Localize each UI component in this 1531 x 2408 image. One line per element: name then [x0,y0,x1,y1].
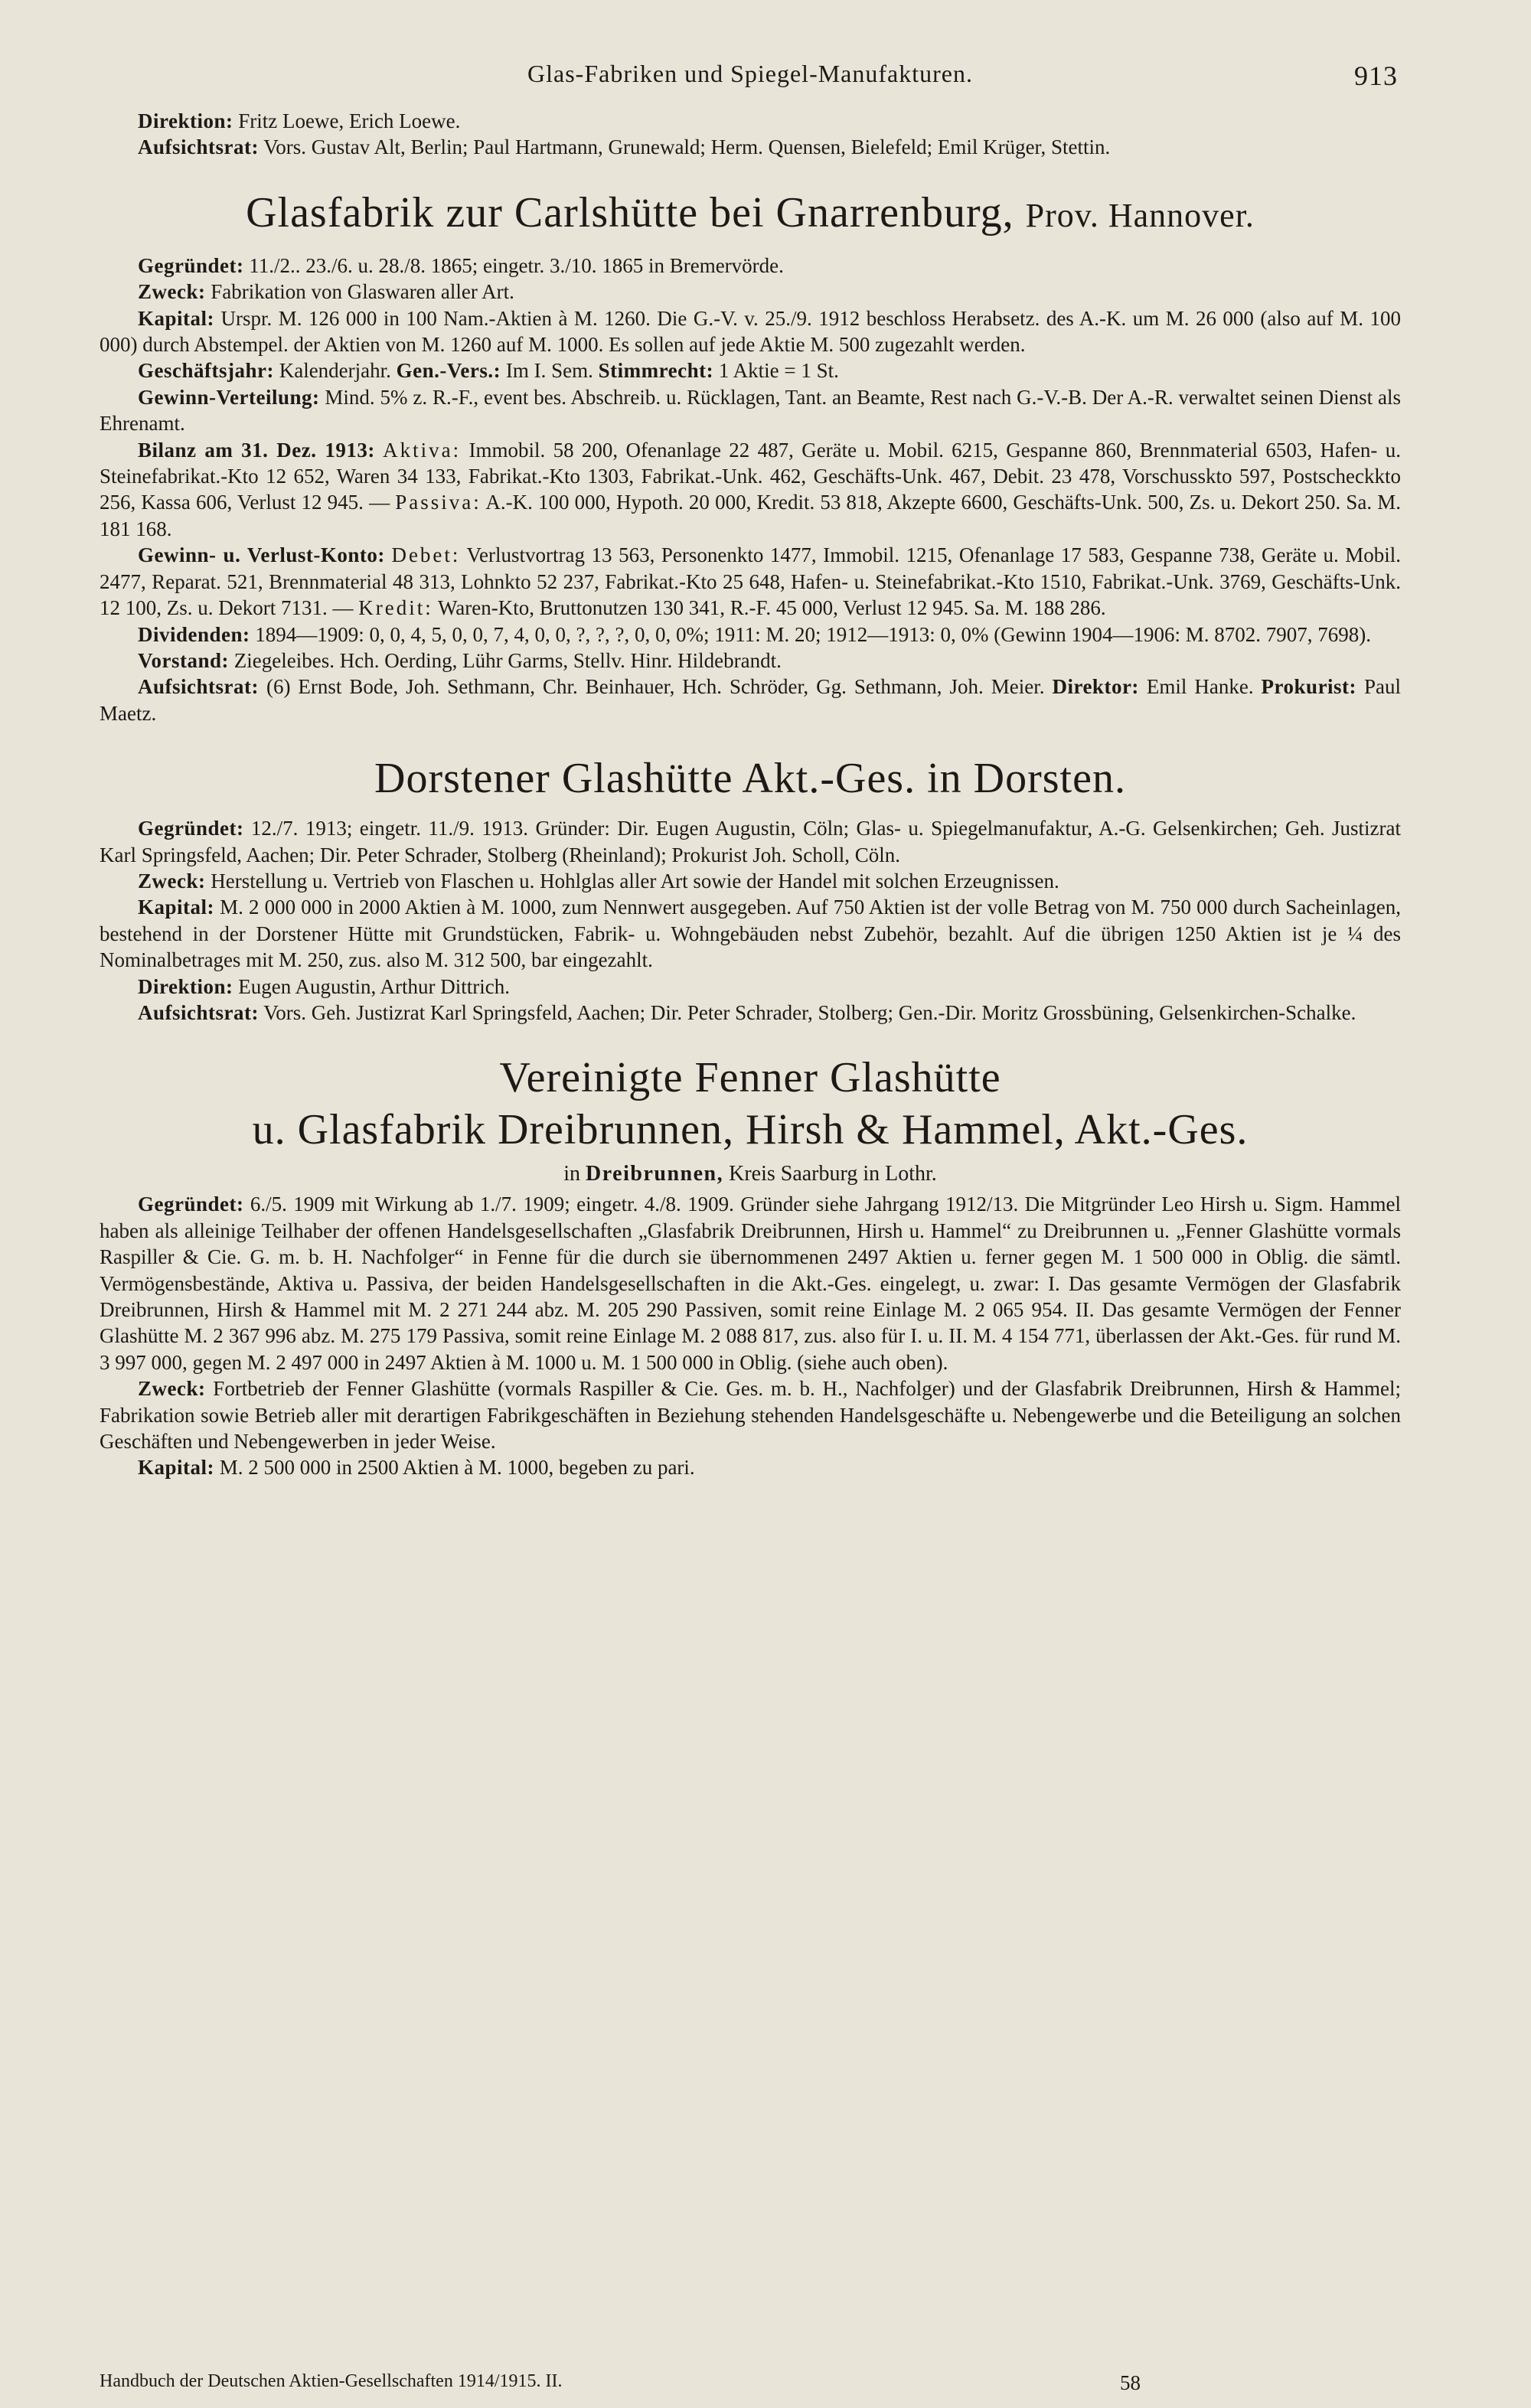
dorsten-zweck: Zweck: Herstellung u. Vertrieb von Flaschen u. Hohlglas aller Art sowie der Handel mit solchen Erzeugnissen. [138,869,1059,892]
fenner-title-line2: u. Glasfabrik Dreibrunnen, Hirsh & Hammel, Akt.-Ges. [252,1106,1249,1154]
carlshuette-bilanz: Bilanz am 31. Dez. 1913: Aktiva: Immobil. 58 200, Ofenanlage 22 487, Geräte u. Mobil. 6215, Gespanne 860, Brennmaterial 6503, Hafen- u. Steinefabrikat.-Kto 12 652, Waren 34 133, Fabrikat.-Kto 1303, Fabrikat.-Unk. 462, Geschäfts-Unk. 467, Debit. 23 478, Vorschusskto 597, Postscheckkto 256, Kassa 606, Verlust 12 945. — Passiva: A.-K. 100 000, Hypoth. 20 000, Kredit. 53 818, Akzepte 6600, Geschäfts-Unk. 500, Zs. u. Dekort 250. Sa. M. 181 168. [100,438,1402,540]
carlshuette-vorstand: Vorstand: Ziegeleibes. Hch. Oerding, Lühr Garms, Stellv. Hinr. Hildebrandt. [138,648,782,672]
page-footer [100,2371,1401,2395]
carlshuette-dividenden: Dividenden: 1894—1909: 0, 0, 4, 5, 0, 0, 7, 4, 0, 0, ?, ?, ?, 0, 0, 0%; 1911: M. 20; 1912—1913: 0, 0% (Gewinn 1904—1906: M. 8702. 7907, 7698). [138,622,1371,646]
running-head [100,60,1401,91]
carlshuette-gewinn-konto: Gewinn- u. Verlust-Konto: Debet: Verlustvortrag 13 563, Personenkto 1477, Immobil. 1215, Ofenanlage 17 583, Gespanne 738, Geräte u. Mobil. 2477, Reparat. 521, Brennmaterial 48 313, Lohnkto 52 237, Fabrikat.-Kto 25 648, Hafen- u. Steinefabrikat.-Kto 1510, Fabrikat.-Unk. 3769, Geschäfts-Unk. 12 100, Zs. u. Dekort 7131. — Kredit: Waren-Kto, Bruttonutzen 130 341, R.-F. 45 000, Verlust 12 945. Sa. M. 188 286. [100,543,1402,620]
book-title: Handbuch der Deutschen Aktien-Gesellschaften 1914/1915. II. [100,2371,563,2391]
carlshuette-aufsichtsrat: Aufsichtsrat: (6) Ernst Bode, Joh. Sethmann, Chr. Beinhauer, Hch. Schröder, Gg. Sethmann, Joh. Meier. Direktor: Emil Hanke. Prokurist: Paul Maetz. [100,675,1402,725]
top-aufsichtsrat: Aufsichtsrat: Vors. Gustav Alt, Berlin; Paul Hartmann, Grunewald; Herm. Quensen, Bielefeld; Emil Krüger, Stettin. [138,135,1111,159]
carlshuette-gegruendet: Gegründet: 11./2.. 23./6. u. 28./8. 1865; eingetr. 3./10. 1865 in Bremervörde. [138,253,784,277]
fenner-kapital: Kapital: M. 2 500 000 in 2500 Aktien à M. 1000, begeben zu pari. [138,1456,695,1480]
carlshuette-geschaeftsjahr: Geschäftsjahr: Kalenderjahr. Gen.-Vers.: Im I. Sem. Stimmrecht: 1 Aktie = 1 St. [138,359,839,383]
carlshuette-zweck: Zweck: Fabrikation von Glaswaren aller Art. [138,280,514,304]
fenner-zweck: Zweck: Fortbetrieb der Fenner Glashütte (vormals Raspiller & Cie. Ges. m. b. H., Nachfolger) und der Glasfabrik Dreibrunnen, Hirsh & Hammel; Fabrikation sowie Betrieb aller mit derartigen Fabrikgeschäften in Beziehung stehenden Handelsgeschäfte u. Nebengewerbe und die Beteiligung an solchen Geschäften und Nebengewerben in jeder Weise. [100,1377,1402,1454]
fenner-title-line1: Vereinigte Fenner Glashütte [499,1054,1001,1102]
carlshuette-title: Glasfabrik zur Carlshütte bei Gnarrenburg, Prov. Hannover. [246,188,1255,237]
dorsten-kapital: Kapital: M. 2 000 000 in 2000 Aktien à M. 1000, zum Nennwert ausgegeben. Auf 750 Aktien ist der volle Betrag von M. 750 000 durch Sacheinlagen, bestehend in der Dorstener Hütte mit Grundstücken, Fabrik- u. Wohngebäuden nebst Zubehör, bezahlt. Auf die übrigen 1250 Aktien ist je ¼ des Nominalbetrages mit M. 250, zus. also M. 312 500, bar eingezahlt. [100,896,1401,972]
fenner-location: in Dreibrunnen, Kreis Saarburg in Lothr. [563,1162,937,1186]
carlshuette-gewinn-verteilung: Gewinn-Verteilung: Mind. 5% z. R.-F., event bes. Abschreib. u. Rücklagen, Tant. an Beamte, Rest nach G.-V.-B. Der A.-R. verwaltet seinen Dienst als Ehrenamt. [100,385,1402,436]
dorsten-title: Dorstener Glashütte Akt.-Ges. in Dorsten. [374,755,1126,803]
carlshuette-kapital: Kapital: Urspr. M. 126 000 in 100 Nam.-Aktien à M. 1260. Die G.-V. v. 25./9. 1912 beschloss Herabsetz. des A.-K. um M. 26 000 (also auf M. 100 000) durch Abstempel. der Aktien von M. 1260 auf M. 1000. Es sollen auf jede Aktie M. 500 zugezahlt werden. [100,306,1401,357]
dorsten-aufsichtsrat: Aufsichtsrat: Vors. Geh. Justizrat Karl Springsfeld, Aachen; Dir. Peter Schrader, Stolberg; Gen.-Dir. Moritz Grossbüning, Gelsenkirchen-Schalke. [138,1000,1356,1024]
fenner-gegruendet: Gegründet: 6./5. 1909 mit Wirkung ab 1./7. 1909; eingetr. 4./8. 1909. Gründer siehe Jahrgang 1912/13. Die Mitgründer Leo Hirsh u. Sigm. Hammel haben als alleinige Teilhaber der offenen Handelsgesellschaften „Glasfabrik Dreibrunnen, Hirsh u. Hammel“ zu Dreibrunnen u. „Fenner Glashütte vormals Raspiller & Cie. G. m. b. H. Nachfolger“ in Fenne für die durch sie übernommenen 2497 Aktien u. ferner gegen M. 1 500 000 in Oblig. die sämtl. Vermögensbestände, Aktiva u. Passiva, der beiden Handelsgesellschaften in die Akt.-Ges. eingelegt, u. zwar: I. Das gesamte Vermögen der Glasfabrik Dreibrunnen, Hirsh & Hammel mit M. 2 271 244 abz. M. 205 290 Passiven, somit reine Einlage M. 2 065 954. II. Das gesamte Vermögen der Fenner Glashütte M. 2 367 996 abz. M. 275 179 Passiva, somit reine Einlage M. 2 088 817, zus. also für I. u. II. M. 4 154 771, überlassen der Akt.-Ges. für rund M. 3 997 000, gegen M. 2 497 000 in 2497 Aktien à M. 1000 u. M. 1 500 000 in Oblig. (siehe auch oben). [100,1193,1401,1374]
dorsten-gegruendet: Gegründet: 12./7. 1913; eingetr. 11./9. 1913. Gründer: Dir. Eugen Augustin, Cöln; Glas- u. Spiegelmanufaktur, A.-G. Gelsenkirchen; Geh. Justizrat Karl Springsfeld, Aachen; Dir. Peter Schrader, Stolberg (Rheinland); Prokurist Joh. Scholl, Cöln. [100,817,1402,866]
top-direktion: Direktion: Fritz Loewe, Erich Loewe. [138,109,461,132]
page-number: 913 [1354,60,1398,91]
sheet-signature: 58 [1120,2371,1141,2394]
running-title: Glas-Fabriken und Spiegel-Manufakturen. [527,60,973,87]
dorsten-direktion: Direktion: Eugen Augustin, Arthur Dittrich. [138,974,510,998]
